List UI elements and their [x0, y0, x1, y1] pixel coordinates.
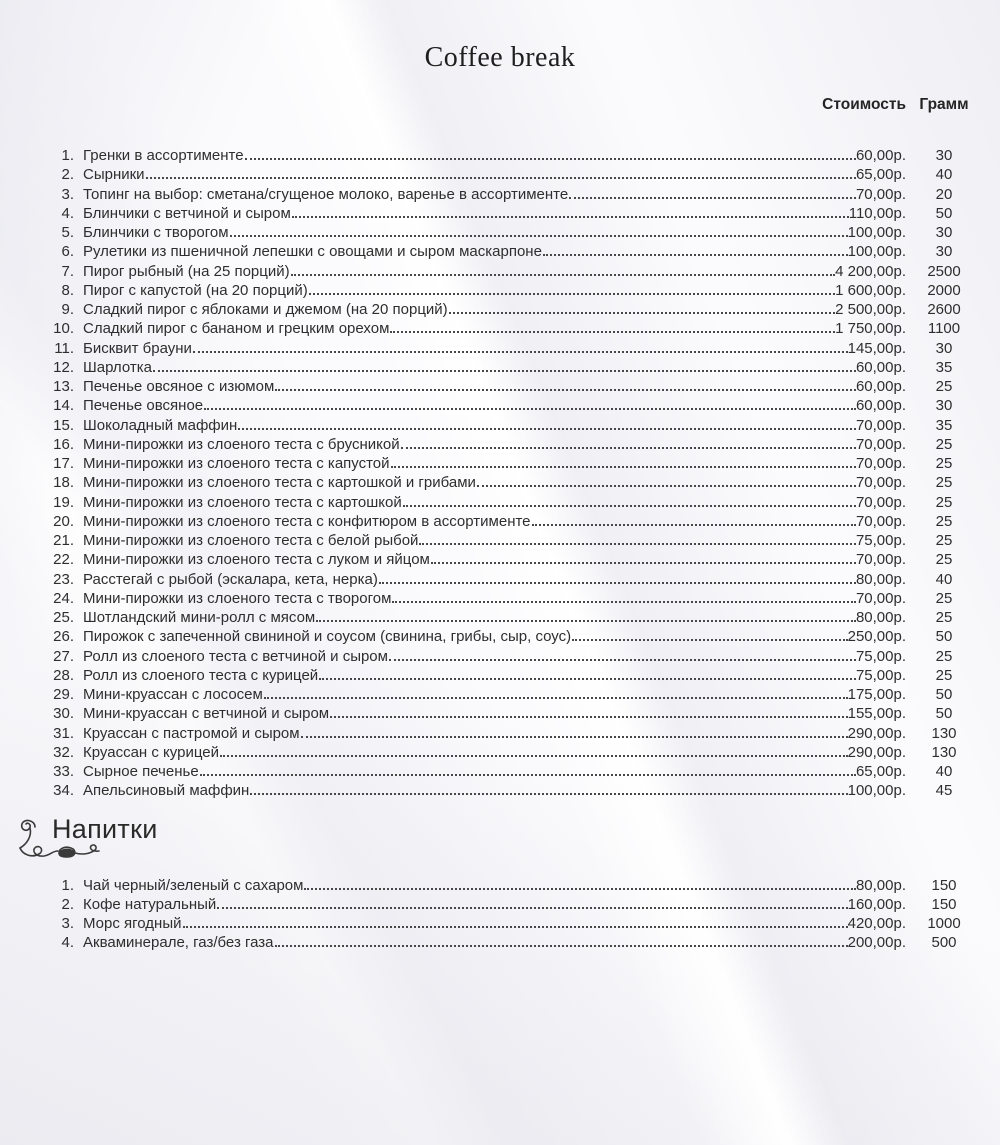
menu-item-row [48, 571, 982, 590]
item-number: 1. [61, 876, 74, 894]
item-grams: 50 [935, 204, 953, 222]
item-price: 70,00р. [855, 185, 906, 203]
item-grams: 50 [935, 705, 953, 723]
item-number: 4. [61, 934, 74, 952]
item-grams: 30 [935, 224, 953, 241]
coffee-break-item-list [0, 147, 1000, 802]
dotted-leader [431, 562, 856, 564]
item-name: Кофе натуральный [83, 895, 217, 913]
item-price: 110,00р. [848, 204, 906, 222]
menu-item-row [48, 590, 982, 609]
item-grams: 25 [935, 647, 953, 665]
item-number: 18. [53, 474, 74, 492]
item-name: Мини-пирожки из слоеного теста с белой рыбой [83, 532, 419, 549]
item-price: 65,00р. [855, 763, 906, 780]
item-grams: 25 [935, 474, 953, 492]
item-number: 30. [53, 705, 74, 723]
item-name: Расстегай с рыбой (эскалара, кета, нерка) [83, 570, 378, 588]
item-price: 70,00р. [855, 435, 906, 453]
dotted-leader [419, 543, 856, 545]
menu-item-row [48, 205, 982, 224]
menu-item-row [48, 725, 982, 744]
item-price: 145,00р. [847, 339, 906, 357]
drinks-item-list [0, 877, 1000, 954]
item-grams: 25 [935, 378, 953, 395]
item-number: 20. [53, 512, 74, 530]
menu-item-row [48, 147, 982, 166]
item-name: Ролл из слоеного теста с курицей [83, 666, 319, 684]
item-name: Сырное печенье [83, 763, 199, 780]
item-number: 22. [53, 551, 74, 569]
dotted-leader [392, 601, 856, 603]
section-title-drinks: Напитки [52, 813, 158, 844]
item-price: 65,00р. [855, 166, 906, 184]
item-name: Мини-пирожки из слоеного теста с конфитюром в ассортименте [83, 512, 531, 530]
item-price: 70,00р. [855, 455, 906, 472]
item-name: Шоколадный маффин [83, 416, 238, 434]
menu-item-row [48, 513, 982, 532]
item-number: 10. [53, 320, 74, 338]
menu-item-row [48, 934, 982, 953]
menu-item-row [48, 551, 982, 570]
dotted-leader [477, 485, 856, 487]
menu-item-row [48, 474, 982, 493]
item-price: 60,00р. [855, 397, 906, 415]
item-number: 32. [53, 743, 74, 761]
item-number: 13. [53, 378, 74, 395]
item-name: Мини-пирожки из слоеного теста с брусникой [83, 435, 400, 453]
dotted-leader [532, 524, 856, 526]
dotted-leader [316, 620, 856, 622]
dotted-leader [569, 197, 856, 199]
item-grams: 40 [935, 763, 953, 780]
item-price: 1 750,00р. [835, 320, 906, 338]
item-name: Мини-пирожки из слоеного теста с картошкой и грибами [83, 474, 476, 492]
menu-item-row [48, 186, 982, 205]
item-price: 175,00р. [847, 686, 906, 703]
item-grams: 25 [935, 609, 953, 626]
item-price: 70,00р. [855, 474, 906, 492]
item-price: 70,00р. [855, 589, 906, 607]
item-name: Топинг на выбор: сметана/сгущеное молоко, варенье в ассортименте [83, 185, 569, 203]
dotted-leader [146, 177, 856, 179]
menu-item-row [48, 378, 982, 397]
item-name: Печенье овсяное [83, 397, 204, 415]
item-price: 75,00р. [855, 666, 906, 684]
menu-item-row [48, 301, 982, 320]
menu-item-row [48, 782, 982, 801]
item-price: 1 600,00р. [835, 281, 906, 299]
item-number: 33. [53, 763, 74, 780]
item-name: Акваминерале, газ/без газа [83, 934, 274, 952]
item-number: 11. [54, 339, 74, 357]
item-price: 80,00р. [855, 876, 906, 894]
item-number: 6. [61, 243, 74, 261]
item-name: Рулетики из пшеничной лепешки с овощами и сыром маскарпоне [83, 243, 542, 261]
item-number: 31. [53, 724, 74, 742]
item-price: 100,00р. [847, 243, 906, 261]
item-number: 4. [61, 204, 74, 222]
dotted-leader [403, 505, 856, 507]
dotted-leader [330, 716, 848, 718]
item-number: 3. [61, 185, 74, 203]
item-number: 2. [61, 895, 74, 913]
dotted-leader [379, 582, 856, 584]
item-price: 80,00р. [855, 609, 906, 626]
dotted-leader [250, 793, 847, 795]
menu-item-row [48, 609, 982, 628]
dotted-leader [391, 466, 856, 468]
item-price: 160,00р. [847, 895, 906, 913]
item-grams: 50 [935, 686, 953, 703]
item-number: 8. [61, 281, 74, 299]
item-grams: 150 [931, 895, 957, 913]
item-price: 80,00р. [855, 570, 906, 588]
column-headers [0, 96, 1000, 114]
item-number: 15. [53, 416, 74, 434]
item-name: Сырники [83, 166, 145, 184]
item-name: Апельсиновый маффин [83, 782, 250, 800]
item-price: 250,00р. [847, 628, 906, 646]
item-name: Мини-пирожки из слоеного теста с творогом [83, 589, 392, 607]
item-price: 2 500,00р. [835, 301, 906, 318]
dotted-leader [401, 447, 856, 449]
item-name: Сладкий пирог с яблоками и джемом (на 20 порций) [83, 301, 448, 318]
item-grams: 25 [935, 455, 953, 472]
item-grams: 25 [935, 666, 953, 684]
dotted-leader [390, 331, 835, 333]
menu-item-row [48, 243, 982, 262]
item-number: 1. [61, 147, 74, 164]
item-name: Шотландский мини-ролл с мясом [83, 609, 316, 626]
menu-item-row [48, 340, 982, 359]
menu-item-row [48, 224, 982, 243]
item-name: Ролл из слоеного теста с ветчиной и сыром [83, 647, 388, 665]
dotted-leader [543, 254, 848, 256]
dotted-leader [204, 408, 856, 410]
menu-item-row [48, 282, 982, 301]
item-grams: 30 [935, 397, 953, 415]
column-header-grams: Грамм [919, 96, 969, 113]
dotted-leader [200, 774, 856, 776]
menu-item-row [48, 896, 982, 915]
dotted-leader [291, 274, 835, 276]
menu-item-row [48, 166, 982, 185]
item-price: 60,00р. [855, 147, 906, 164]
item-grams: 25 [935, 493, 953, 511]
item-number: 14. [53, 397, 74, 415]
item-grams: 25 [935, 435, 953, 453]
dotted-leader [264, 697, 848, 699]
item-price: 60,00р. [855, 378, 906, 395]
item-price: 75,00р. [855, 532, 906, 549]
menu-item-row [48, 744, 982, 763]
item-grams: 2600 [927, 301, 961, 318]
item-grams: 30 [935, 147, 953, 164]
item-grams: 45 [935, 782, 953, 800]
dotted-leader [275, 945, 848, 947]
item-number: 3. [61, 915, 74, 932]
item-grams: 1000 [927, 915, 961, 932]
menu-item-row [48, 320, 982, 339]
item-price: 75,00р. [855, 647, 906, 665]
item-name: Блинчики с ветчиной и сыром [83, 204, 291, 222]
menu-item-row [48, 915, 982, 934]
item-number: 7. [61, 262, 74, 280]
item-grams: 20 [935, 185, 953, 203]
item-number: 17. [53, 455, 74, 472]
item-name: Мини-круассан с лососем [83, 686, 263, 703]
dotted-leader [238, 428, 856, 430]
dotted-leader [319, 678, 856, 680]
item-price: 70,00р. [855, 416, 906, 434]
item-name: Круассан с пастромой и сыром [83, 724, 300, 742]
item-number: 24. [53, 589, 74, 607]
item-price: 420,00р. [847, 915, 906, 932]
item-number: 19. [53, 493, 74, 511]
item-grams: 2500 [927, 262, 961, 280]
menu-item-row [48, 763, 982, 782]
dotted-leader [572, 639, 847, 641]
item-grams: 1100 [927, 320, 961, 338]
item-grams: 30 [935, 339, 953, 357]
item-price: 100,00р. [847, 224, 906, 241]
item-grams: 25 [935, 551, 953, 569]
item-number: 21. [53, 532, 74, 549]
dotted-leader [230, 235, 848, 237]
menu-item-row [48, 877, 982, 896]
item-number: 2. [61, 166, 74, 184]
dotted-leader [183, 926, 848, 928]
item-number: 9. [61, 301, 74, 318]
menu-item-row [48, 263, 982, 282]
item-name: Пирог рыбный (на 25 порций) [83, 262, 290, 280]
item-name: Мини-пирожки из слоеного теста с луком и яйцом [83, 551, 430, 569]
item-name: Чай черный/зеленый с сахаром [83, 876, 304, 894]
item-name: Мини-круассан с ветчиной и сыром [83, 705, 330, 723]
column-header-price: Стоимость [822, 96, 906, 113]
item-grams: 50 [935, 628, 953, 646]
menu-item-row [48, 705, 982, 724]
page-title: Coffee break [424, 42, 576, 73]
item-price: 290,00р. [847, 743, 906, 761]
dotted-leader [275, 389, 856, 391]
menu-item-row [48, 417, 982, 436]
item-number: 5. [61, 224, 74, 241]
item-name: Морс ягодный [83, 915, 182, 932]
dotted-leader [389, 659, 856, 661]
item-price: 4 200,00р. [835, 262, 906, 280]
item-price: 70,00р. [855, 493, 906, 511]
item-name: Бисквит брауни [83, 339, 192, 357]
menu-item-row [48, 628, 982, 647]
item-grams: 2000 [927, 281, 961, 299]
item-name: Мини-пирожки из слоеного теста с картошкой [83, 493, 402, 511]
item-grams: 150 [931, 876, 957, 894]
item-price: 200,00р. [847, 934, 906, 952]
dotted-leader [449, 312, 835, 314]
item-grams: 25 [935, 512, 953, 530]
item-name: Печенье овсяное с изюмом [83, 378, 275, 395]
item-name: Пирог с капустой (на 20 порций) [83, 281, 308, 299]
item-grams: 35 [935, 416, 953, 434]
item-grams: 25 [935, 589, 953, 607]
item-name: Сладкий пирог с бананом и грецким орехом [83, 320, 390, 338]
menu-item-row [48, 359, 982, 378]
item-name: Пирожок с запеченной свининой и соусом (свинина, грибы, сыр, соус) [83, 628, 572, 646]
item-price: 70,00р. [855, 551, 906, 569]
item-number: 12. [53, 358, 74, 376]
dotted-leader [220, 755, 848, 757]
menu-item-row [48, 686, 982, 705]
dotted-leader [193, 351, 848, 353]
item-grams: 500 [931, 934, 957, 952]
item-price: 290,00р. [847, 724, 906, 742]
item-number: 26. [53, 628, 74, 646]
dotted-leader [301, 736, 848, 738]
item-number: 34. [53, 782, 74, 800]
item-grams: 40 [935, 166, 953, 184]
item-price: 70,00р. [855, 512, 906, 530]
item-grams: 35 [935, 358, 953, 376]
menu-item-row [48, 494, 982, 513]
menu-item-row [48, 455, 982, 474]
item-number: 25. [53, 609, 74, 626]
menu-item-row [48, 397, 982, 416]
dotted-leader [245, 158, 856, 160]
item-price: 100,00р. [847, 782, 906, 800]
drinks-section-header [0, 814, 1000, 870]
item-grams: 25 [935, 532, 953, 549]
menu-item-row [48, 436, 982, 455]
item-grams: 30 [935, 243, 953, 261]
item-name: Шарлотка [83, 358, 152, 376]
dotted-leader [153, 370, 856, 372]
item-number: 23. [53, 570, 74, 588]
menu-item-row [48, 648, 982, 667]
menu-item-row [48, 667, 982, 686]
item-number: 29. [53, 686, 74, 703]
dotted-leader [217, 907, 847, 909]
dotted-leader [309, 293, 835, 295]
item-name: Блинчики с творогом [83, 224, 229, 241]
item-grams: 130 [931, 724, 957, 742]
item-number: 27. [53, 647, 74, 665]
item-name: Круассан с курицей [83, 743, 219, 761]
item-grams: 130 [931, 743, 957, 761]
item-number: 16. [53, 435, 74, 453]
item-price: 155,00р. [847, 705, 906, 723]
menu-item-row [48, 532, 982, 551]
item-number: 28. [53, 666, 74, 684]
dotted-leader [304, 888, 856, 890]
dotted-leader [292, 216, 849, 218]
item-name: Мини-пирожки из слоеного теста с капустой [83, 455, 390, 472]
item-price: 60,00р. [855, 358, 906, 376]
item-name: Гренки в ассортименте [83, 147, 244, 164]
item-grams: 40 [935, 570, 953, 588]
